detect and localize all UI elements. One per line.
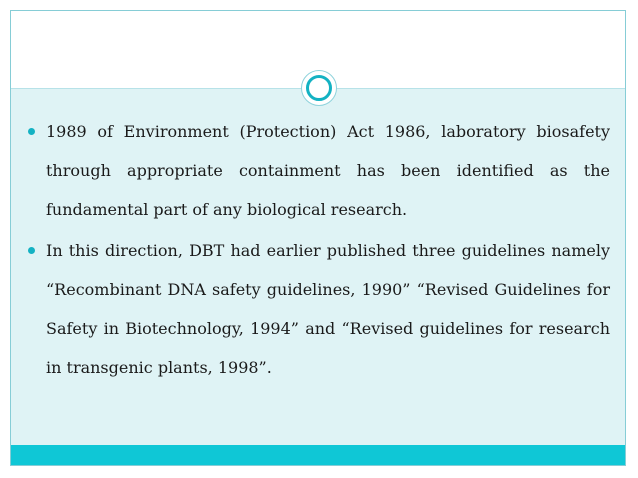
bullet-text: In this direction, DBT had earlier published three guidelines namely “Recombinant DNA safety guidelines, 1990” “Revised Guidelines for Safety in Biotechnology, 1994” and “Revised guidelines for research in transgenic plants, 1998”. [46, 241, 610, 377]
bullet-text: 1989 of Environment (Protection) Act 1986, laboratory biosafety through appropriate containment has been identified as the fundamental part of any biological research. [46, 122, 610, 219]
bullet-item [26, 231, 610, 387]
bottom-accent-bar [11, 445, 625, 465]
bullet-list [26, 112, 610, 389]
bullet-dot-icon [28, 247, 35, 254]
bullet-dot-icon [28, 128, 35, 135]
bullet-item [26, 112, 610, 229]
ring-icon [301, 70, 337, 106]
